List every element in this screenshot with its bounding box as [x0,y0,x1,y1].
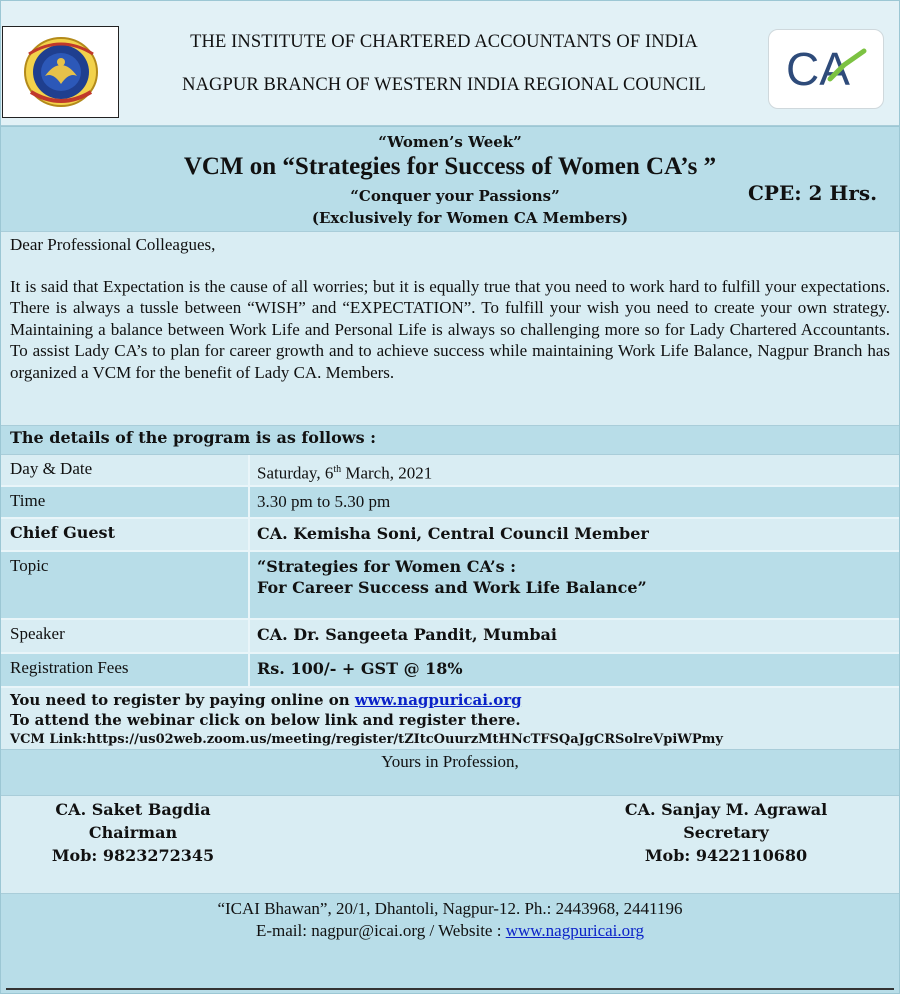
branch-name: NAGPUR BRANCH OF WESTERN INDIA REGIONAL COUNCIL [182,75,706,95]
icai-emblem-logo [2,26,119,118]
row-label: Speaker [10,624,65,643]
title-section [0,126,900,232]
table-row [0,455,900,487]
salutation: Dear Professional Colleagues, [10,235,216,254]
table-row [0,654,900,688]
row-value: Rs. 100/- + GST @ 18% [257,659,463,678]
institute-name: THE INSTITUTE OF CHARTERED ACCOUNTANTS OF INDIA [190,32,698,52]
event-tagline: “Conquer your Passions” [350,187,560,205]
register-line: You need to register by paying online on www.nagpuricai.org [10,691,522,709]
signatory-mobile: Mob: 9422110680 [644,846,808,865]
signatory-role: Secretary [683,823,769,842]
ca-logo-icon [778,39,874,99]
ca-logo-text: CA [786,43,850,95]
footer-contact: E-mail: nagpur@icai.org / Website : www.nagpuricai.org [255,921,645,940]
signatory-mobile: Mob: 9823272345 [51,846,215,865]
footer-rule [6,988,894,990]
website-link[interactable]: www.nagpuricai.org [354,691,522,709]
footer-address: “ICAI Bhawan”, 20/1, Dhantoli, Nagpur-12. Ph.: 2443968, 2441196 [217,899,683,918]
row-value: 3.30 pm to 5.30 pm [257,492,391,511]
signatory-chairman [38,798,228,867]
signatory-role: Chairman [88,823,178,842]
vcm-link[interactable]: VCM Link:https://us02web.zoom.us/meeting/register/tZItcOuurzMtHNcTFSQaJgCRSolreVpiWPmy [10,732,723,747]
event-week: “Women’s Week” [378,133,522,151]
signatories [0,796,900,894]
row-label: Day & Date [10,459,93,478]
row-value: “Strategies for Women CA’s : For Career Success and Work Life Balance” [257,557,647,597]
cpe-hours: CPE: 2 Hrs. [748,181,878,205]
closing: Yours in Profession, [0,750,900,796]
icai-emblem-icon [11,32,111,112]
header [0,0,900,126]
table-row [0,519,900,552]
letter-paragraph: It is said that Expectation is the cause of all worries; but it is equally true that you need to work hard to fulfill your expectations. There is always a tussle between “WISH” and “EXPECTATION”. To fulfill your wish you need to create your own strategy. Maintaining a balance between Work Life and Personal Life is always so challenging more so for Lady Chartered Accountants. To assist Lady CA’s to plan for career growth and to achieve success while maintaining Work Life Balance, Nagpur Branch has organized a VCM for the benefit of Lady CA. Members. [10,276,890,382]
row-value: CA. Dr. Sangeeta Pandit, Mumbai [257,625,557,644]
ca-logo [768,29,884,109]
webinar-instruction: To attend the webinar click on below link and register there. [10,711,521,729]
footer-website-link[interactable]: www.nagpuricai.org [505,921,645,940]
letter-body [0,232,900,426]
signatory-name: CA. Sanjay M. Agrawal [624,800,828,819]
row-value: CA. Kemisha Soni, Central Council Member [257,524,649,543]
row-value: Saturday, 6th March, 2021 [257,463,433,483]
row-label: Registration Fees [10,658,129,677]
event-title: VCM on “Strategies for Success of Women CA’s ” [183,153,717,180]
table-row [0,552,900,620]
registration-info [0,688,900,750]
row-label: Time [10,491,46,510]
signatory-name: CA. Saket Bagdia [55,800,211,819]
event-audience: (Exclusively for Women CA Members) [311,209,629,227]
signatory-secretary [600,798,852,867]
details-heading: The details of the program is as follows : [0,426,900,455]
row-label: Chief Guest [10,523,115,542]
footer [0,894,900,994]
row-label: Topic [10,556,49,575]
table-row [0,620,900,654]
table-row [0,487,900,519]
